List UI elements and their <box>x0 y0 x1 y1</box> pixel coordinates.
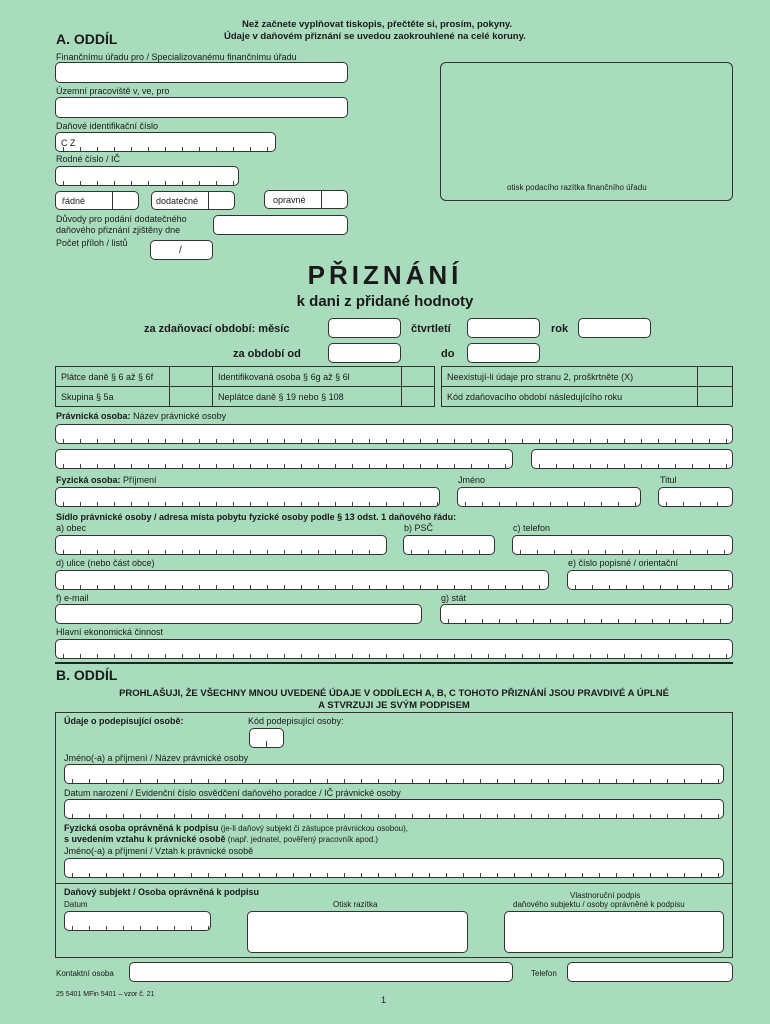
attachments-field[interactable] <box>150 240 213 260</box>
period-from-field[interactable] <box>328 343 401 363</box>
legal-entity-label: Právnická osoba: Název právnické osoby <box>56 411 227 421</box>
stamp-imprint-label: Otisk razítka <box>333 900 378 909</box>
country-field[interactable] <box>440 604 733 624</box>
identified-label: Identifikovaná osoba § 6g až § 6l <box>218 372 350 382</box>
office-label: Finančnímu úřadu pro / Specializovanému finančnímu úřadu <box>56 52 297 62</box>
signer-heading: Údaje o podepisující osobě: <box>64 716 184 726</box>
activity-field[interactable] <box>55 639 733 659</box>
office-field[interactable] <box>55 62 348 83</box>
authorized-line1: Fyzická osoba oprávněná k podpisu (je-li daňový subjekt či zástupce právnickou osobou), <box>64 823 408 833</box>
group-checkbox[interactable] <box>171 388 211 405</box>
workplace-field[interactable] <box>55 97 348 118</box>
section-a-title: A. ODDÍL <box>56 31 118 47</box>
attachments-label: Počet příloh / listů <box>56 238 128 248</box>
year-field[interactable] <box>578 318 651 338</box>
type-regular-label: řádné <box>62 196 86 206</box>
zip-field[interactable] <box>403 535 495 555</box>
taxpayer-type-table <box>55 366 435 407</box>
signer-dob-label: Datum narození / Evidenční číslo osvědčení daňového poradce / IČ právnické osoby <box>64 788 401 798</box>
nonpayer-checkbox[interactable] <box>403 388 434 405</box>
period-to-field[interactable] <box>467 343 540 363</box>
signature-label-line2: daňového subjektu / osoby oprávněné k podpisu <box>513 900 685 909</box>
street-field[interactable] <box>55 570 549 590</box>
extra-options-table <box>441 366 733 407</box>
payer-label: Plátce daně § 6 až § 6f <box>61 372 154 382</box>
authorized-name-field[interactable] <box>64 858 724 878</box>
signer-name-field[interactable] <box>64 764 724 784</box>
panel-divider <box>56 883 732 884</box>
quarter-field[interactable] <box>467 318 540 338</box>
house-number-field[interactable] <box>567 570 733 590</box>
year-label: rok <box>551 323 569 335</box>
signature-field[interactable] <box>504 911 724 953</box>
tax-id-label: Daňové identifikační číslo <box>56 121 159 131</box>
rounding-note: Údaje v daňovém přiznání se uvedou zaokrouhlené na celé koruny. <box>224 31 526 42</box>
legal-name-field-3[interactable] <box>531 449 733 469</box>
phone-label: c) telefon <box>513 523 551 533</box>
checkbox-divider <box>112 192 113 209</box>
subject-heading: Daňový subjekt / Osoba oprávněná k podpisu <box>64 887 260 897</box>
payer-checkbox[interactable] <box>171 368 211 385</box>
surname-field[interactable] <box>55 487 440 507</box>
checkbox-divider <box>208 192 209 209</box>
signer-dob-field[interactable] <box>64 799 724 819</box>
phone-field[interactable] <box>512 535 733 555</box>
type-regular-checkbox[interactable] <box>55 191 139 210</box>
type-additional-label: dodatečné <box>156 196 199 206</box>
no-page2-label: Neexistují-li údaje pro stranu 2, proškrtněte (X) <box>447 372 634 382</box>
form-title: PŘIZNÁNÍ <box>307 260 463 290</box>
form-subtitle: k dani z přidané hodnoty <box>296 293 474 310</box>
birth-number-field[interactable] <box>55 166 239 186</box>
reason-label-line2: daňového přiznání zjištěny dne <box>56 225 181 235</box>
stamp-label: otisk podacího razítka finančního úřadu <box>507 183 647 192</box>
legal-name-field-1[interactable] <box>55 424 733 444</box>
month-field[interactable] <box>328 318 401 338</box>
date-label: Datum <box>64 900 88 909</box>
email-field[interactable] <box>55 604 422 624</box>
instructions-note: Než začnete vyplňovat tiskopis, přečtěte si, prosím, pokyny. <box>242 19 513 30</box>
next-period-code-field[interactable] <box>699 388 731 405</box>
tick-mark <box>266 741 267 747</box>
next-period-label: Kód zdaňovacího období následujícího roku <box>447 392 623 402</box>
tax-id-prefix: C Z <box>61 138 76 148</box>
authorized-name-label: Jméno(-a) a příjmení / Vztah k právnické osobě <box>64 846 254 856</box>
signer-panel <box>55 712 733 958</box>
tax-id-field[interactable] <box>55 132 276 152</box>
reason-label-line1: Důvody pro podání dodatečného <box>56 214 187 224</box>
workplace-label: Územní pracoviště v, ve, pro <box>56 86 170 96</box>
type-additional-checkbox[interactable] <box>151 191 235 210</box>
page-number: 1 <box>381 995 387 1005</box>
stamp-imprint-field[interactable] <box>247 911 468 953</box>
period-to-label: do <box>441 348 455 360</box>
natural-person-label: Fyzická osoba: Příjmení <box>56 475 157 485</box>
first-name-label: Jméno <box>458 475 486 485</box>
country-label: g) stát <box>441 593 467 603</box>
birth-number-label: Rodné číslo / IČ <box>56 154 121 164</box>
street-label: d) ulice (nebo část obce) <box>56 558 155 568</box>
city-field[interactable] <box>55 535 387 555</box>
period-from-label: za období od <box>233 348 301 360</box>
signer-code-label: Kód podepisující osoby: <box>248 716 344 726</box>
type-corrective-checkbox[interactable] <box>264 190 348 209</box>
title-label: Titul <box>660 475 677 485</box>
signer-code-field[interactable] <box>249 728 284 748</box>
contact-person-field[interactable] <box>129 962 513 982</box>
address-heading: Sídlo právnické osoby / adresa místa pobytu fyzické osoby podle § 13 odst. 1 daňového řádu: <box>56 512 457 522</box>
activity-label: Hlavní ekonomická činnost <box>56 627 164 637</box>
city-label: a) obec <box>56 523 87 533</box>
first-name-field[interactable] <box>457 487 641 507</box>
contact-phone-field[interactable] <box>567 962 733 982</box>
title-field[interactable] <box>658 487 733 507</box>
quarter-label: čtvrtletí <box>411 323 451 335</box>
zip-label: b) PSČ <box>404 523 434 533</box>
group-label: Skupina § 5a <box>61 392 114 402</box>
contact-person-label: Kontaktní osoba <box>56 969 114 978</box>
declaration-line2: A STVRZUJI JE SVÝM PODPISEM <box>318 700 470 711</box>
signature-label-line1: Vlastnoruční podpis <box>570 891 641 900</box>
checkbox-divider <box>321 191 322 208</box>
legal-name-field-2[interactable] <box>55 449 513 469</box>
signer-name-label: Jméno(-a) a příjmení / Název právnické osoby <box>64 753 249 763</box>
attachments-separator: / <box>179 245 182 256</box>
declaration-line1: PROHLAŠUJI, ŽE VŠECHNY MNOU UVEDENÉ ÚDAJE V ODDÍLECH A, B, C TOHOTO PŘIZNÁNÍ JSOU PRAVDIVÉ A ÚPLNÉ <box>119 688 669 699</box>
identified-checkbox[interactable] <box>403 368 434 385</box>
email-label: f) e-mail <box>56 593 89 603</box>
contact-phone-label: Telefon <box>531 969 557 978</box>
reason-date-field[interactable] <box>213 215 348 235</box>
section-divider <box>55 662 733 664</box>
authorized-line2: s uvedením vztahu k právnické osobě (např. jednatel, pověřený pracovník apod.) <box>64 834 379 844</box>
date-field[interactable] <box>64 911 211 931</box>
nonpayer-label: Neplátce daně § 19 nebo § 108 <box>218 392 344 402</box>
form-code: 25 5401 MFin 5401 – vzor č. 21 <box>56 991 155 998</box>
period-month-label: za zdaňovací období: měsíc <box>144 323 290 335</box>
type-corrective-label: opravné <box>273 195 306 205</box>
house-number-label: e) číslo popisné / orientační <box>568 558 679 568</box>
section-b-title: B. ODDÍL <box>56 667 118 683</box>
no-page2-checkbox[interactable] <box>699 368 731 385</box>
stamp-area <box>440 62 733 201</box>
